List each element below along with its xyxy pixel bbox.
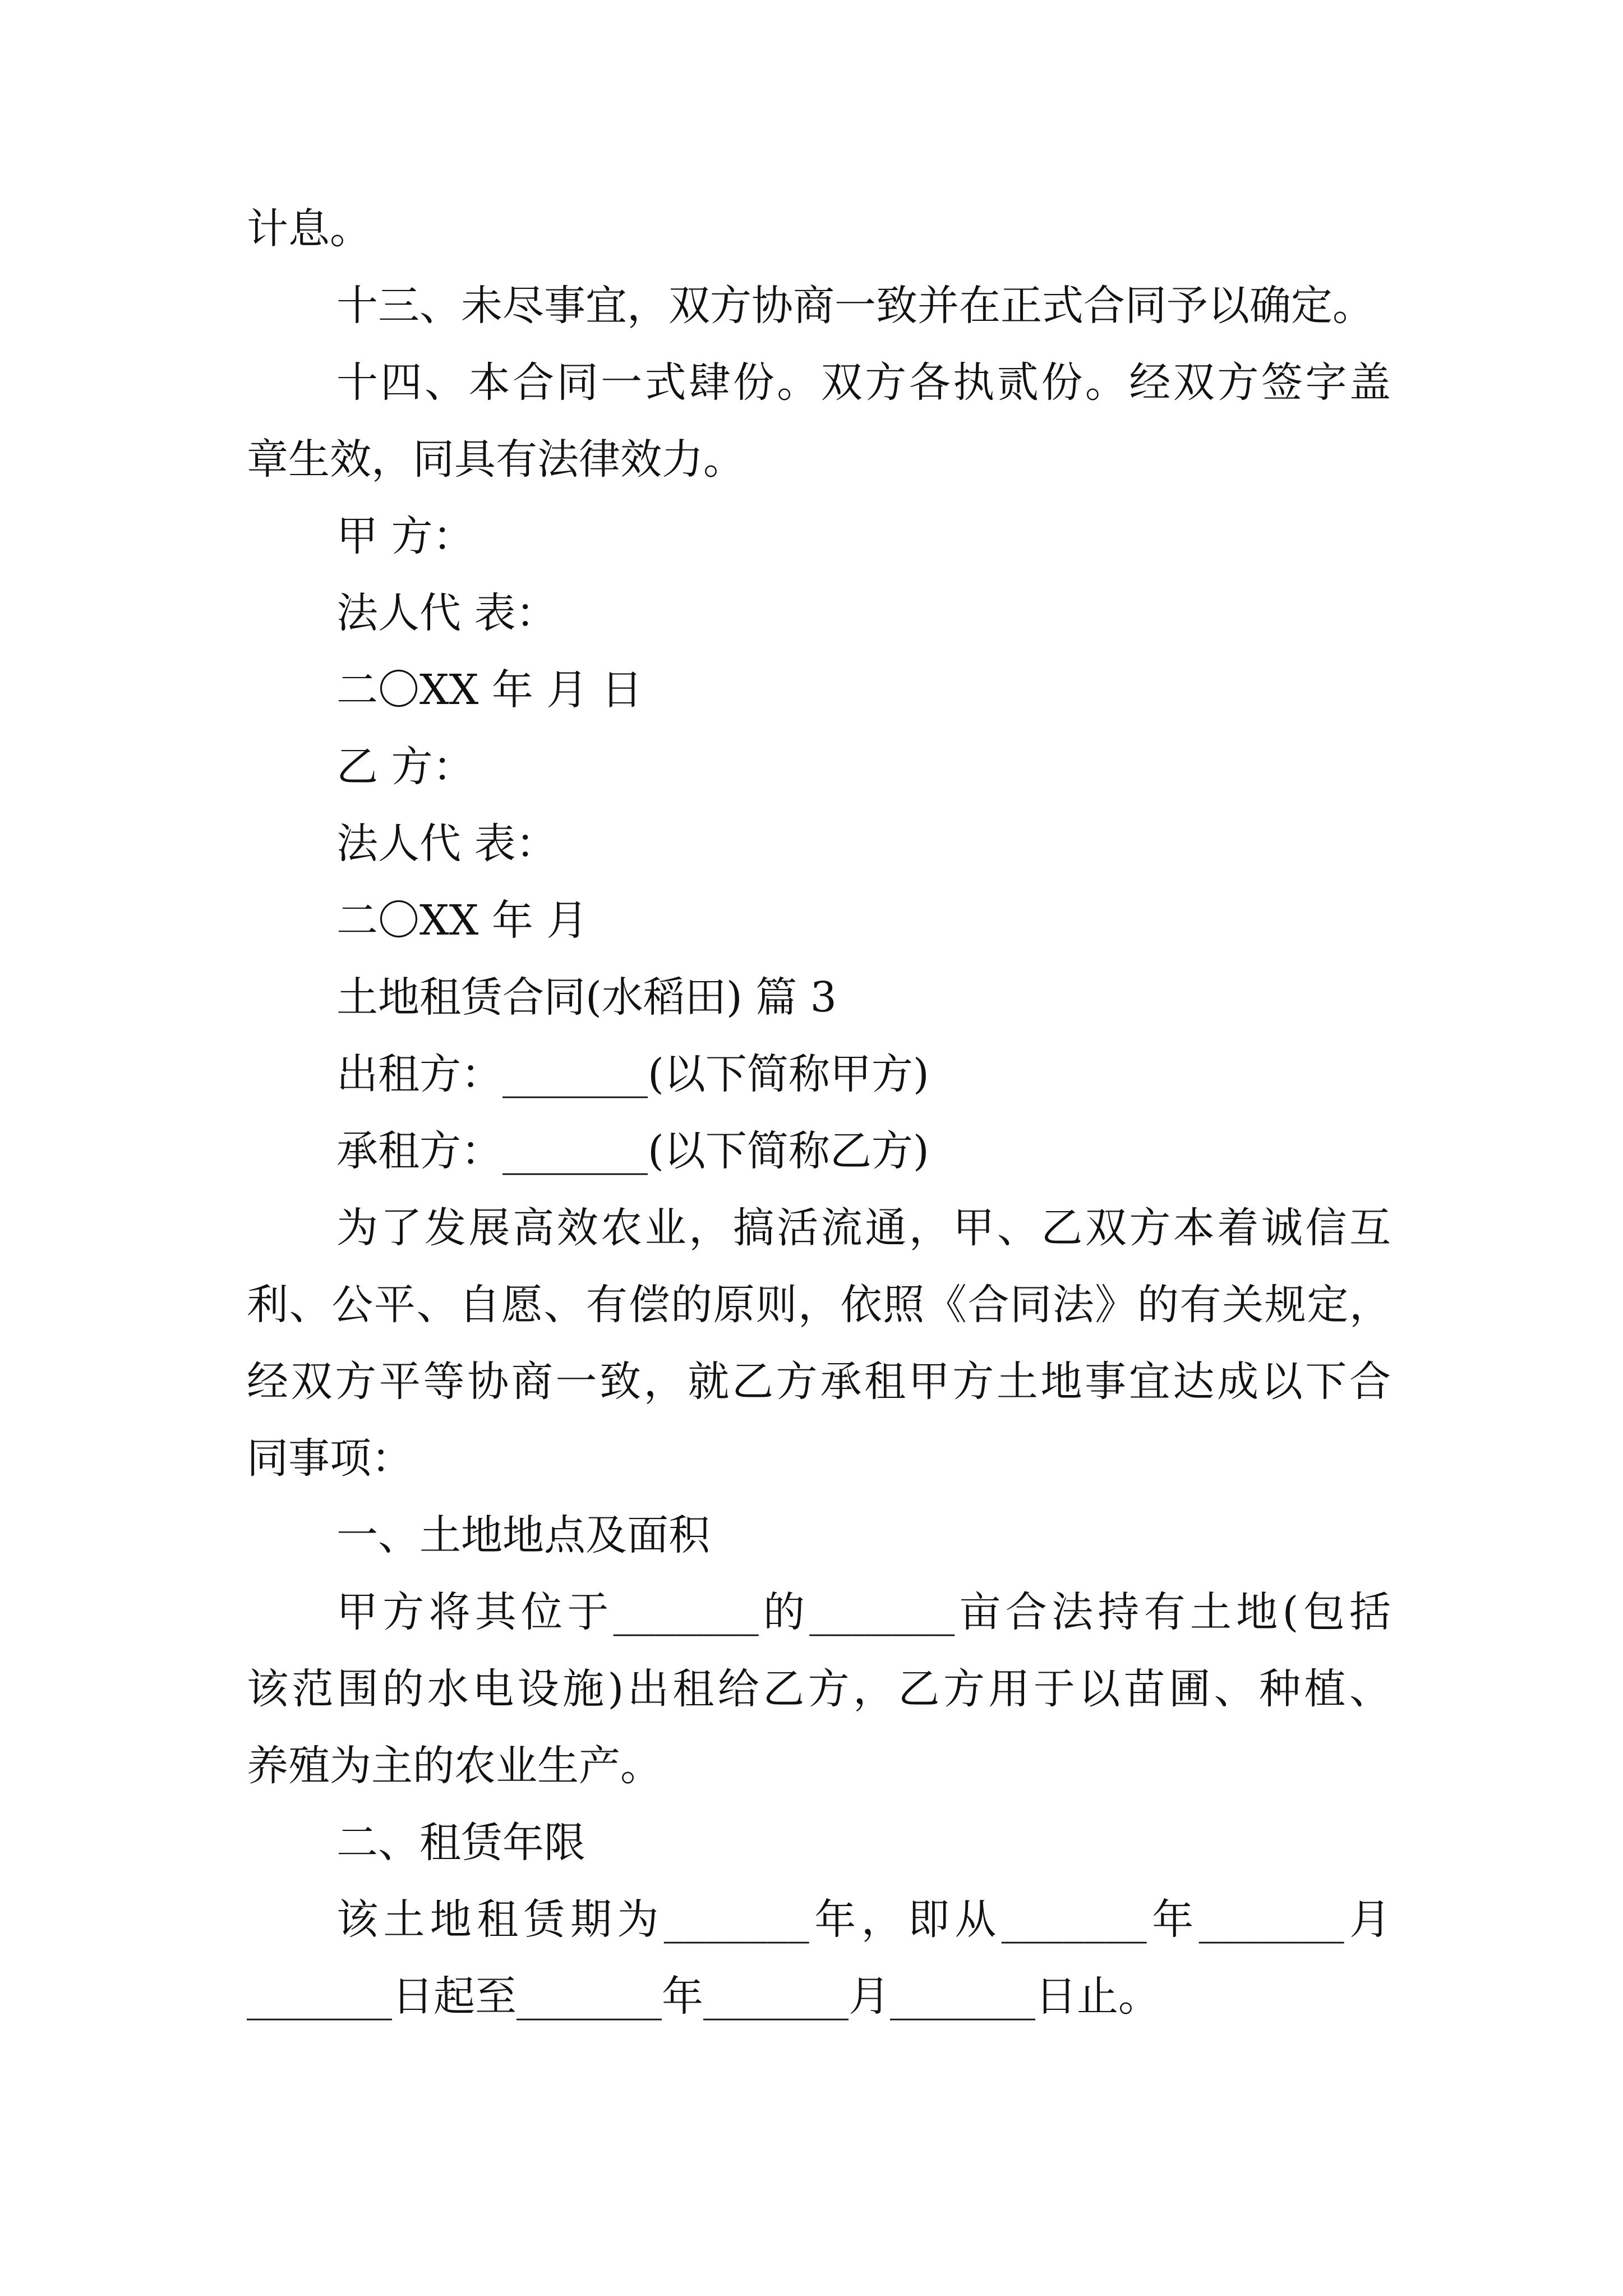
clause-13: 十三、未尽事宜，双方协商一致并在正式合同予以确定。: [336, 282, 1374, 330]
heading-land-location: 一、土地地点及面积: [336, 1511, 710, 1559]
lease-term-line-1: 该土地租赁期为_______年，即从_______年_______月: [336, 1895, 1391, 1944]
party-b-date: 二〇XX 年 月: [336, 896, 588, 945]
lessor-line: 出租方：_______(以下简称甲方): [336, 1050, 929, 1098]
clause-14-line-2: 章生效，同具有法律效力。: [247, 435, 745, 484]
lease-term-line-2: _______日起至_______年_______月_______日止。: [247, 1972, 1160, 2021]
party-a-label: 甲 方：: [336, 512, 474, 560]
clause-14-line-1: 十四、本合同一式肆份。双方各执贰份。经双方签字盖: [336, 358, 1391, 407]
preamble-line-3: 经双方平等协商一致，就乙方承租甲方土地事宜达成以下合: [247, 1358, 1391, 1406]
text-line: 计息。: [247, 205, 371, 253]
preamble-line-4: 同事项：: [247, 1434, 413, 1483]
party-b-label: 乙 方：: [336, 743, 474, 791]
party-a-date: 二〇XX 年 月 日: [336, 666, 643, 714]
preamble-line-1: 为了发展高效农业，搞活流通，甲、乙双方本着诚信互: [336, 1204, 1391, 1252]
section-title: 土地租赁合同(水稻田) 篇 3: [336, 973, 837, 1022]
heading-lease-term: 二、租赁年限: [336, 1819, 585, 1867]
party-a-legal-rep: 法人代 表：: [336, 589, 557, 637]
land-location-line-3: 养殖为主的农业生产。: [247, 1742, 662, 1790]
land-location-line-2: 该范围的水电设施)出租给乙方，乙方用于以苗圃、种植、: [247, 1665, 1391, 1713]
lessee-line: 承租方：_______(以下简称乙方): [336, 1127, 929, 1175]
document-body: [247, 191, 1391, 2035]
land-location-line-1: 甲方将其位于_______的_______亩合法持有土地(包括: [336, 1588, 1391, 1636]
party-b-legal-rep: 法人代 表：: [336, 820, 557, 868]
preamble-line-2: 利、公平、自愿、有偿的原则，依照《合同法》的有关规定，: [247, 1281, 1391, 1329]
